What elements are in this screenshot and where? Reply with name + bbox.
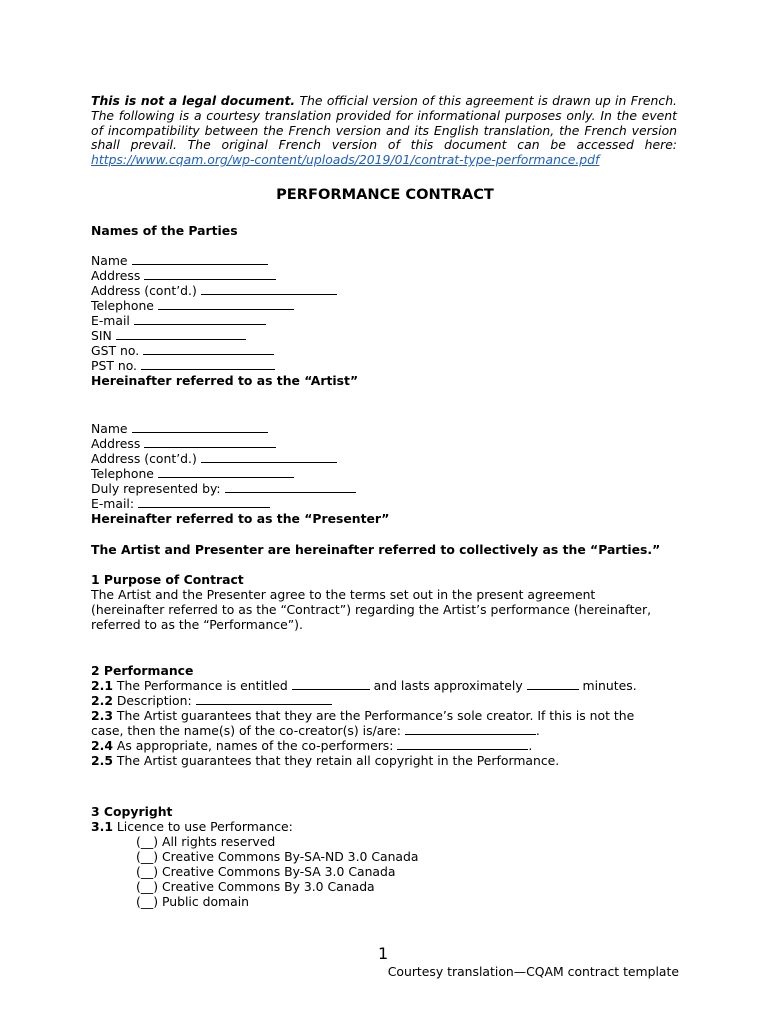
duration-blank[interactable] bbox=[527, 678, 579, 690]
licence-option-all-rights[interactable]: (__) All rights reserved bbox=[136, 834, 276, 849]
parties-heading-block bbox=[91, 223, 691, 238]
disclaimer-body: The official version of this agreement is drawn up in French. The following is a courtesy translation provided for informational purposes only. In the event of incompatibility between the French version and its English translation, the French version shall prevail. The original French version of this document can be accessed here: bbox=[91, 93, 677, 153]
artist-name-blank[interactable] bbox=[132, 253, 268, 265]
clause-2-3-cont bbox=[91, 723, 691, 738]
clause-2-1-text-a: The Performance is entitled bbox=[112, 678, 292, 693]
clause-3-1-number: 3.1 bbox=[91, 819, 113, 834]
artist-sin-field[interactable] bbox=[91, 328, 691, 343]
clause-3-1 bbox=[91, 819, 691, 834]
clause-2-4-text-b: . bbox=[528, 738, 533, 753]
artist-pst-blank[interactable] bbox=[141, 358, 275, 370]
section-2 bbox=[91, 663, 691, 768]
artist-address2-field[interactable] bbox=[91, 283, 691, 298]
artist-telephone-label: Telephone bbox=[91, 298, 154, 313]
presenter-address2-blank[interactable] bbox=[201, 451, 337, 463]
clause-2-1-number: 2.1 bbox=[91, 678, 113, 693]
clause-2-4-text-a: As appropriate, names of the co-performers: bbox=[112, 738, 398, 753]
presenter-email-blank[interactable] bbox=[138, 496, 270, 508]
clause-3-1-text: Licence to use Performance: bbox=[112, 819, 293, 834]
clause-2-5 bbox=[91, 753, 691, 768]
clause-2-2-text: Description: bbox=[112, 693, 196, 708]
presenter-address-blank[interactable] bbox=[144, 436, 276, 448]
clause-2-3-text-c: . bbox=[535, 723, 540, 738]
presenter-email-field[interactable] bbox=[91, 496, 691, 511]
section-3 bbox=[91, 804, 691, 909]
presenter-reference: Hereinafter referred to as the “Presenter” bbox=[91, 511, 390, 526]
clause-2-2 bbox=[91, 693, 691, 708]
artist-details bbox=[91, 253, 691, 388]
clause-2-4 bbox=[91, 738, 691, 753]
presenter-represented-label: Duly represented by: bbox=[91, 481, 221, 496]
artist-name-label: Name bbox=[91, 253, 128, 268]
clause-2-3-number: 2.3 bbox=[91, 708, 113, 723]
artist-gst-blank[interactable] bbox=[143, 343, 274, 355]
artist-sin-blank[interactable] bbox=[116, 328, 246, 340]
presenter-represented-blank[interactable] bbox=[225, 481, 356, 493]
description-blank[interactable] bbox=[196, 693, 332, 705]
presenter-email-label: E-mail: bbox=[91, 496, 135, 511]
artist-address-field[interactable] bbox=[91, 268, 691, 283]
parties-statement-block bbox=[91, 542, 691, 557]
parties-heading: Names of the Parties bbox=[91, 223, 238, 238]
section-2-heading: 2 Performance bbox=[91, 663, 194, 678]
presenter-represented-field[interactable] bbox=[91, 481, 691, 496]
french-version-link[interactable]: https://www.cqam.org/wp-content/uploads/2019/01/contrat-type-performance.pdf bbox=[91, 152, 600, 168]
section-1-heading: 1 Purpose of Contract bbox=[91, 572, 244, 587]
presenter-details bbox=[91, 421, 691, 526]
footer-text: Courtesy translation—CQAM contract template bbox=[387, 964, 679, 979]
presenter-name-label: Name bbox=[91, 421, 128, 436]
section-1 bbox=[91, 572, 691, 632]
presenter-telephone-field[interactable] bbox=[91, 466, 691, 481]
presenter-address2-label: Address (cont’d.) bbox=[91, 451, 197, 466]
licence-option-by-sa[interactable]: (__) Creative Commons By-SA 3.0 Canada bbox=[136, 864, 396, 879]
presenter-address-field[interactable] bbox=[91, 436, 691, 451]
presenter-address-label: Address bbox=[91, 436, 141, 451]
clause-2-5-text: The Artist guarantees that they retain all copyright in the Performance. bbox=[112, 753, 560, 768]
artist-gst-label: GST no. bbox=[91, 343, 140, 358]
disclaimer-paragraph bbox=[91, 94, 677, 168]
artist-gst-field[interactable] bbox=[91, 343, 691, 358]
co-creator-blank[interactable] bbox=[405, 723, 536, 735]
licence-option-public-domain[interactable]: (__) Public domain bbox=[136, 894, 250, 909]
section-3-heading: 3 Copyright bbox=[91, 804, 173, 819]
clause-2-4-number: 2.4 bbox=[91, 738, 113, 753]
parties-statement: The Artist and Presenter are hereinafter referred to collectively as the “Parties.” bbox=[91, 542, 661, 557]
artist-address-blank[interactable] bbox=[144, 268, 276, 280]
artist-address-label: Address bbox=[91, 268, 141, 283]
section-1-text: The Artist and the Presenter agree to the terms set out in the present agreement (hereinafter referred to as the “Contract”) regarding the Artist’s performance (hereinafter, referred to as the “Performance”). bbox=[91, 587, 652, 632]
clause-2-3 bbox=[91, 708, 691, 723]
presenter-name-blank[interactable] bbox=[132, 421, 268, 433]
artist-reference: Hereinafter referred to as the “Artist” bbox=[91, 373, 359, 388]
clause-2-1 bbox=[91, 678, 691, 693]
artist-email-blank[interactable] bbox=[134, 313, 266, 325]
licence-option-by[interactable]: (__) Creative Commons By 3.0 Canada bbox=[136, 879, 375, 894]
presenter-name-field[interactable] bbox=[91, 421, 691, 436]
disclaimer-lead: This is not a legal document. bbox=[91, 93, 296, 108]
artist-address2-blank[interactable] bbox=[201, 283, 337, 295]
performance-title-blank[interactable] bbox=[292, 678, 370, 690]
presenter-address2-field[interactable] bbox=[91, 451, 691, 466]
clause-2-5-number: 2.5 bbox=[91, 753, 113, 768]
artist-pst-field[interactable] bbox=[91, 358, 691, 373]
artist-sin-label: SIN bbox=[91, 328, 112, 343]
artist-telephone-field[interactable] bbox=[91, 298, 691, 313]
artist-pst-label: PST no. bbox=[91, 358, 137, 373]
artist-telephone-blank[interactable] bbox=[158, 298, 294, 310]
clause-2-1-text-c: minutes. bbox=[578, 678, 637, 693]
co-performers-blank[interactable] bbox=[397, 738, 528, 750]
presenter-telephone-label: Telephone bbox=[91, 466, 154, 481]
clause-2-3-text-a: The Artist guarantees that they are the Performance’s sole creator. If this is not the bbox=[112, 708, 635, 723]
contract-title: PERFORMANCE CONTRACT bbox=[276, 186, 494, 203]
artist-name-field[interactable] bbox=[91, 253, 691, 268]
licence-option-by-sa-nd[interactable]: (__) Creative Commons By-SA-ND 3.0 Canada bbox=[136, 849, 419, 864]
page-number: 1 bbox=[378, 944, 389, 963]
clause-2-2-number: 2.2 bbox=[91, 693, 113, 708]
artist-email-field[interactable] bbox=[91, 313, 691, 328]
presenter-telephone-blank[interactable] bbox=[158, 466, 294, 478]
clause-2-3-text-b: case, then the name(s) of the co-creator(s) is/are: bbox=[91, 723, 405, 738]
artist-address2-label: Address (cont’d.) bbox=[91, 283, 197, 298]
clause-2-1-text-b: and lasts approximately bbox=[369, 678, 527, 693]
artist-email-label: E-mail bbox=[91, 313, 130, 328]
